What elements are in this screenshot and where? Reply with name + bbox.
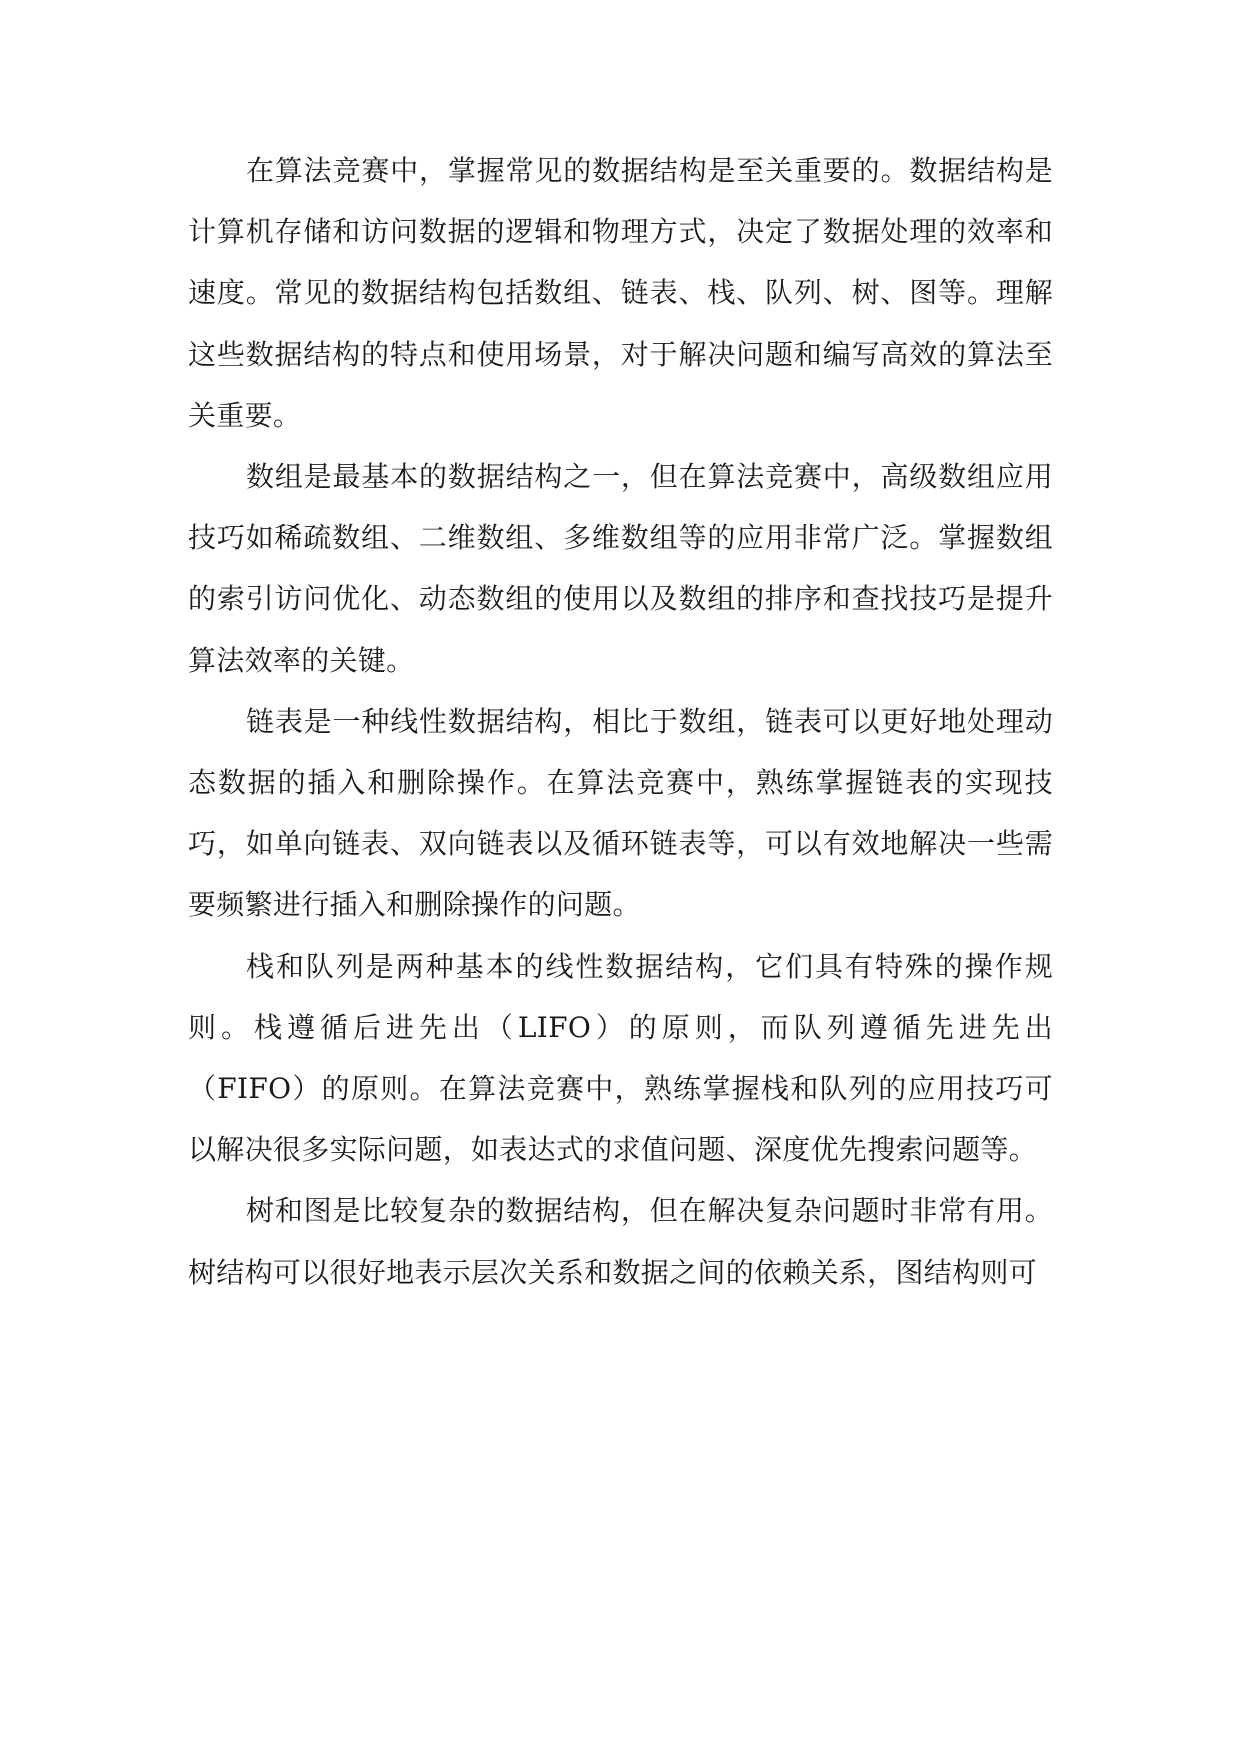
paragraph-intro: 在算法竞赛中，掌握常见的数据结构是至关重要的。数据结构是计算机存储和访问数据的逻辑和物理方式，决定了数据处理的效率和速度。常见的数据结构包括数组、链表、栈、队列、树、图等。理解这些数据结构的特点和使用场景，对于解决问题和编写高效的算法至关重要。 bbox=[188, 154, 1053, 432]
paragraph-stacks-queues: 栈和队列是两种基本的线性数据结构，它们具有特殊的操作规则。栈遵循后进先出（LIFO）的原则，而队列遵循先进先出（FIFO）的原则。在算法竞赛中，熟练掌握栈和队列的应用技巧可以解决很多实际问题，如表达式的求值问题、深度优先搜索问题等。 bbox=[188, 949, 1053, 1167]
paragraph-trees-graphs: 树和图是比较复杂的数据结构，但在解决复杂问题时非常有用。树结构可以很好地表示层次关系和数据之间的依赖关系，图结构则可 bbox=[188, 1194, 1053, 1289]
document-body bbox=[188, 140, 1053, 1303]
paragraph-arrays: 数组是最基本的数据结构之一，但在算法竞赛中，高级数组应用技巧如稀疏数组、二维数组、多维数组等的应用非常广泛。掌握数组的索引访问优化、动态数组的使用以及数组的排序和查找技巧是提升算法效率的关键。 bbox=[188, 460, 1053, 677]
paragraph-linked-lists: 链表是一种线性数据结构，相比于数组，链表可以更好地处理动态数据的插入和删除操作。在算法竞赛中，熟练掌握链表的实现技巧，如单向链表、双向链表以及循环链表等，可以有效地解决一些需要频繁进行插入和删除操作的问题。 bbox=[188, 704, 1053, 922]
